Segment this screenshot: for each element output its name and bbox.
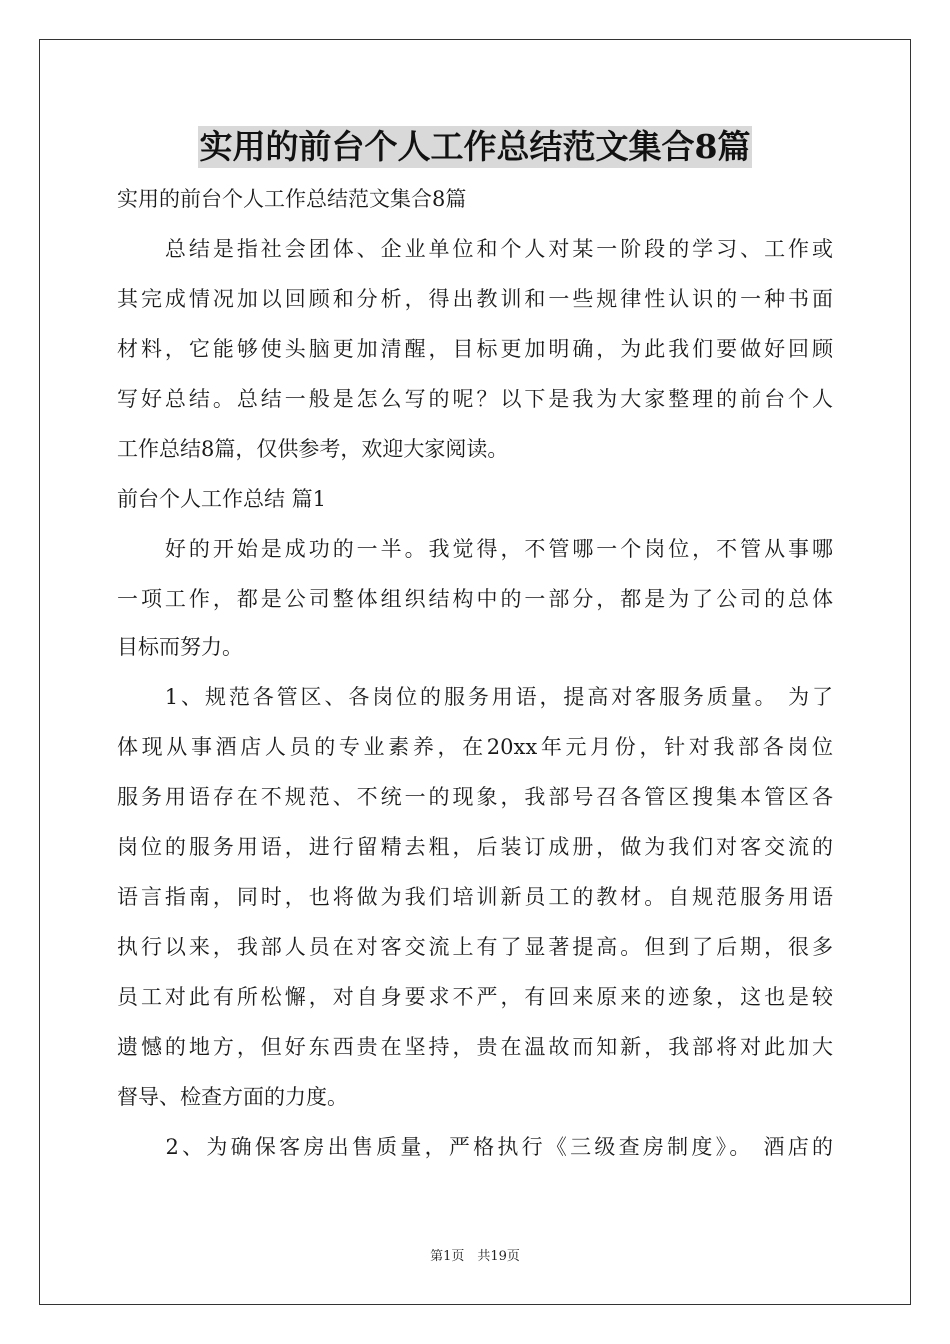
body-line: 2、为确保客房出售质量，严格执行《三级查房制度》。 酒店的 bbox=[117, 1135, 833, 1159]
body-line: 服务用语存在不规范、不统一的现象，我部号召各管区搜集本管区各 bbox=[117, 785, 833, 809]
body-line: 目标而努力。 bbox=[117, 635, 243, 659]
page-footer: 第1页 共19页 bbox=[430, 1249, 520, 1264]
body-line: 一项工作，都是公司整体组织结构中的一部分，都是为了公司的总体 bbox=[117, 587, 833, 611]
title-block bbox=[0, 126, 950, 168]
section-heading: 前台个人工作总结 篇1 bbox=[117, 487, 327, 511]
body-line: 语言指南，同时，也将做为我们培训新员工的教材。自规范服务用语 bbox=[117, 885, 833, 909]
page-border bbox=[39, 39, 911, 1305]
body-line: 好的开始是成功的一半。我觉得，不管哪一个岗位，不管从事哪 bbox=[117, 537, 833, 561]
body-line: 体现从事酒店人员的专业素养，在20xx年元月份，针对我部各岗位 bbox=[117, 735, 833, 759]
body-line: 工作总结8篇，仅供参考，欢迎大家阅读。 bbox=[117, 437, 509, 461]
body-line: 总结是指社会团体、企业单位和个人对某一阶段的学习、工作或 bbox=[117, 237, 833, 261]
body-line: 督导、检查方面的力度。 bbox=[117, 1085, 348, 1109]
body-line: 遗憾的地方，但好东西贵在坚持，贵在温故而知新，我部将对此加大 bbox=[117, 1035, 833, 1059]
body-line: 写好总结。总结一般是怎么写的呢？以下是我为大家整理的前台个人 bbox=[117, 387, 833, 411]
subtitle-line: 实用的前台个人工作总结范文集合8篇 bbox=[117, 187, 467, 211]
body-line: 岗位的服务用语，进行留精去粗，后装订成册，做为我们对客交流的 bbox=[117, 835, 833, 859]
document-title: 实用的前台个人工作总结范文集合8篇 bbox=[199, 127, 751, 166]
body-line: 材料，它能够使头脑更加清醒，目标更加明确，为此我们要做好回顾 bbox=[117, 337, 833, 361]
body-line: 其完成情况加以回顾和分析，得出教训和一些规律性认识的一种书面 bbox=[117, 287, 833, 311]
body-line: 执行以来，我部人员在对客交流上有了显著提高。但到了后期，很多 bbox=[117, 935, 833, 959]
body-line: 1、规范各管区、各岗位的服务用语，提高对客服务质量。 为了 bbox=[117, 685, 833, 709]
body-line: 员工对此有所松懈，对自身要求不严，有回来原来的迹象，这也是较 bbox=[117, 985, 833, 1009]
